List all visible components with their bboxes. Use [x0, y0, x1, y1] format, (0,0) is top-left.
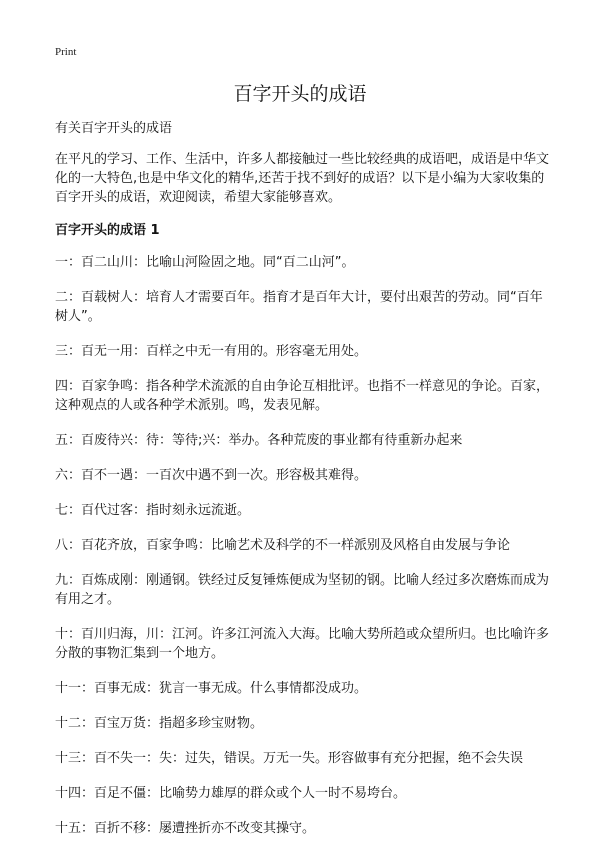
- idiom-entry: 三：百无一用：百样之中无一有用的。形容毫无用处。: [55, 344, 368, 359]
- idiom-entry: 十二：百宝万货：指超多珍宝财物。: [55, 716, 264, 731]
- idiom-list: [55, 253, 550, 838]
- section-heading: 百字开头的成语 1: [55, 223, 160, 238]
- idiom-entry: 四：百家争鸣：指各种学术流派的自由争论互相批评。也指不一样意见的争论。百家，这种观点的人或各种学术派别。鸣，发表见解。: [55, 379, 550, 413]
- idiom-entry: 十四：百足不僵：比喻势力雄厚的群众或个人一时不易垮台。: [55, 786, 407, 801]
- intro-paragraph: 在平凡的学习、工作、生活中，许多人都接触过一些比较经典的成语吧，成语是中华文化的一大特色,也是中华文化的精华,还苦于找不到好的成语？以下是小编为大家收集的百字开头的成语，欢迎阅读，希望大家能够喜欢。: [55, 152, 550, 205]
- idiom-entry: 十一：百事无成：犹言一事无成。什么事情都没成功。: [55, 681, 368, 696]
- page-title: 百字开头的成语: [233, 83, 367, 105]
- idiom-entry: 十五：百折不移：屡遭挫折亦不改变其操守。: [55, 821, 316, 836]
- idiom-entry: 七：百代过客：指时刻永远流逝。: [55, 503, 251, 518]
- idiom-entry: 九：百炼成刚：刚通钢。铁经过反复锤炼便成为坚韧的钢。比喻人经过多次磨炼而成为有用之才。: [55, 573, 550, 607]
- idiom-entry: 五：百废待兴：待：等待;兴：举办。各种荒废的事业都有待重新办起来: [55, 433, 463, 448]
- document-body: [55, 120, 550, 854]
- print-label: Print: [55, 46, 77, 58]
- idiom-entry: 十：百川归海，川：江河。许多江河流入大海。比喻大势所趋或众望所归。也比喻许多分散的事物汇集到一个地方。: [55, 627, 550, 661]
- idiom-entry: 八：百花齐放，百家争鸣：比喻艺术及科学的不一样派别及风格自由发展与争论: [55, 538, 511, 553]
- idiom-entry: 一：百二山川：比喻山河险固之地。同“百二山河”。: [55, 255, 355, 270]
- idiom-entry: 二：百载树人：培育人才需要百年。指育才是百年大计，要付出艰苦的劳动。同“百年树人”。: [55, 290, 543, 324]
- idiom-entry: 十三：百不失一：失：过失，错误。万无一失。形容做事有充分把握，绝不会失误: [55, 751, 524, 766]
- document-subtitle: 有关百字开头的成语: [55, 121, 173, 136]
- idiom-entry: 六：百不一遇：一百次中遇不到一次。形容极其难得。: [55, 468, 368, 483]
